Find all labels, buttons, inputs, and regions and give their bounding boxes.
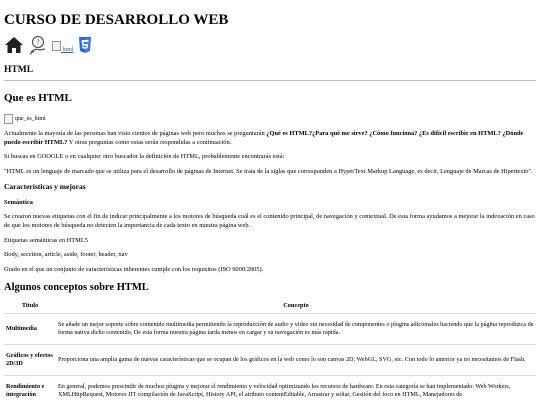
help-icon[interactable] — [28, 35, 48, 59]
intro-paragraph — [4, 130, 536, 147]
intro-tail: Y otras preguntas como estas serán respondidas a continuación. — [67, 138, 232, 146]
google-paragraph: Si buscas en GOOGLE o en cualquier otro buscador la definición de HTML, probablemente encontrarás está: — [4, 153, 285, 161]
row-title: Multimedia — [4, 314, 56, 345]
semantic-heading: Semántica — [4, 198, 33, 206]
table-header-row — [4, 299, 536, 314]
svg-text:?: ? — [36, 39, 40, 48]
table-header-title: Titulo — [21, 301, 39, 309]
row-title: Rendimiento e integración — [4, 376, 56, 406]
html-image-alt: html — [62, 46, 74, 53]
row-concept: Se añade un mejor soporte sobre contenido multimedia permitiendo la reproducción de audio y video sin necesidad de componentes o plugins adicionales haciendo que la página reproduzca de forma nativa dicho contenido, De esta forma nuestra página tarda menos en cargar y su navegación es más rápida. — [56, 314, 536, 345]
intro-text: Actualmente la mayoría de las personas han visto cientos de páginas web pero muchos se preguntarán — [4, 129, 267, 137]
css3-icon[interactable] — [78, 36, 92, 58]
table-header-concept: Concepto — [283, 301, 309, 309]
concepts-heading: Algunos conceptos sobre HTML — [4, 281, 149, 293]
semantic-tags-title: Etiquetas semánticas en HTML5 — [4, 236, 88, 244]
home-icon[interactable] — [4, 36, 24, 58]
row-concept: En general, podemos prescindir de muchos plugins y mejorar el rendimiento y velocidad optimizando los recursos de hardware. En esta categoría se han implementado: Web Workers, XMLHttpRequest, Motores JIT compilación de JavaScript, History API, el atributo contentEditable, Arrastrar y soltar, Gestión del foco en HTML, Manejadores de — [56, 376, 536, 406]
broken-image-icon — [52, 41, 61, 51]
table-row — [4, 345, 536, 376]
intro-questions: ¿Qué es HTML?¿Para qué me sirve? ¿Cómo funciona? ¿Es difícil escribir en HTML? ¿Dónde puedo escribir HTML? — [4, 129, 524, 146]
grade-paragraph: Grado en el que un conjunto de características inherentes cumple con los requisitos (ISO 9000:2005). — [4, 265, 264, 273]
section-label: HTML — [4, 65, 34, 76]
site-title: CURSO DE DESARROLLO WEB — [4, 12, 229, 28]
row-title: Gráficos y efectos 2D/3D — [4, 345, 56, 376]
definition-paragraph: "HTML es un lenguaje de marcado que se utiliza para el desarrollo de páginas de Internet. Se trata de la siglas que corresponden a HyperText Markup Language, es decir, Lenguaje de Marcas de Hipertexto". — [4, 167, 533, 175]
broken-image-icon — [4, 114, 13, 124]
table-row — [4, 376, 536, 406]
html-image-link[interactable] — [52, 41, 74, 54]
row-concept: Proporciona una amplia gama de nuevas características que se ocupan de los gráficos en la web como lo son canvas 2D, WebGL, SVG, etc. Con todo lo anterior ya no necesitamos de Flash. — [56, 345, 536, 376]
que-es-html-image — [4, 114, 46, 124]
semantic-tags-list: Body, secction, article, aside, footer, header, nav — [4, 251, 128, 259]
table-row — [4, 314, 536, 345]
image-alt-text: que_es_html — [15, 115, 46, 122]
icon-bar — [4, 36, 536, 58]
main-heading: Que es HTML — [4, 92, 72, 105]
divider — [4, 80, 536, 81]
features-heading: Características y mejoras — [4, 182, 86, 192]
concepts-table — [4, 299, 536, 406]
semantic-paragraph: Se crearon nuevas etiquetas con el fin de indicar principalmente a los motores de búsqueda cuál es el contenido principal, de navegación y contextual. De esta forma ayudamos a mejorar la indexación en caso de que los motores de búsqueda no detecten la importancia de cada texto en nuestra página web. — [4, 213, 535, 229]
